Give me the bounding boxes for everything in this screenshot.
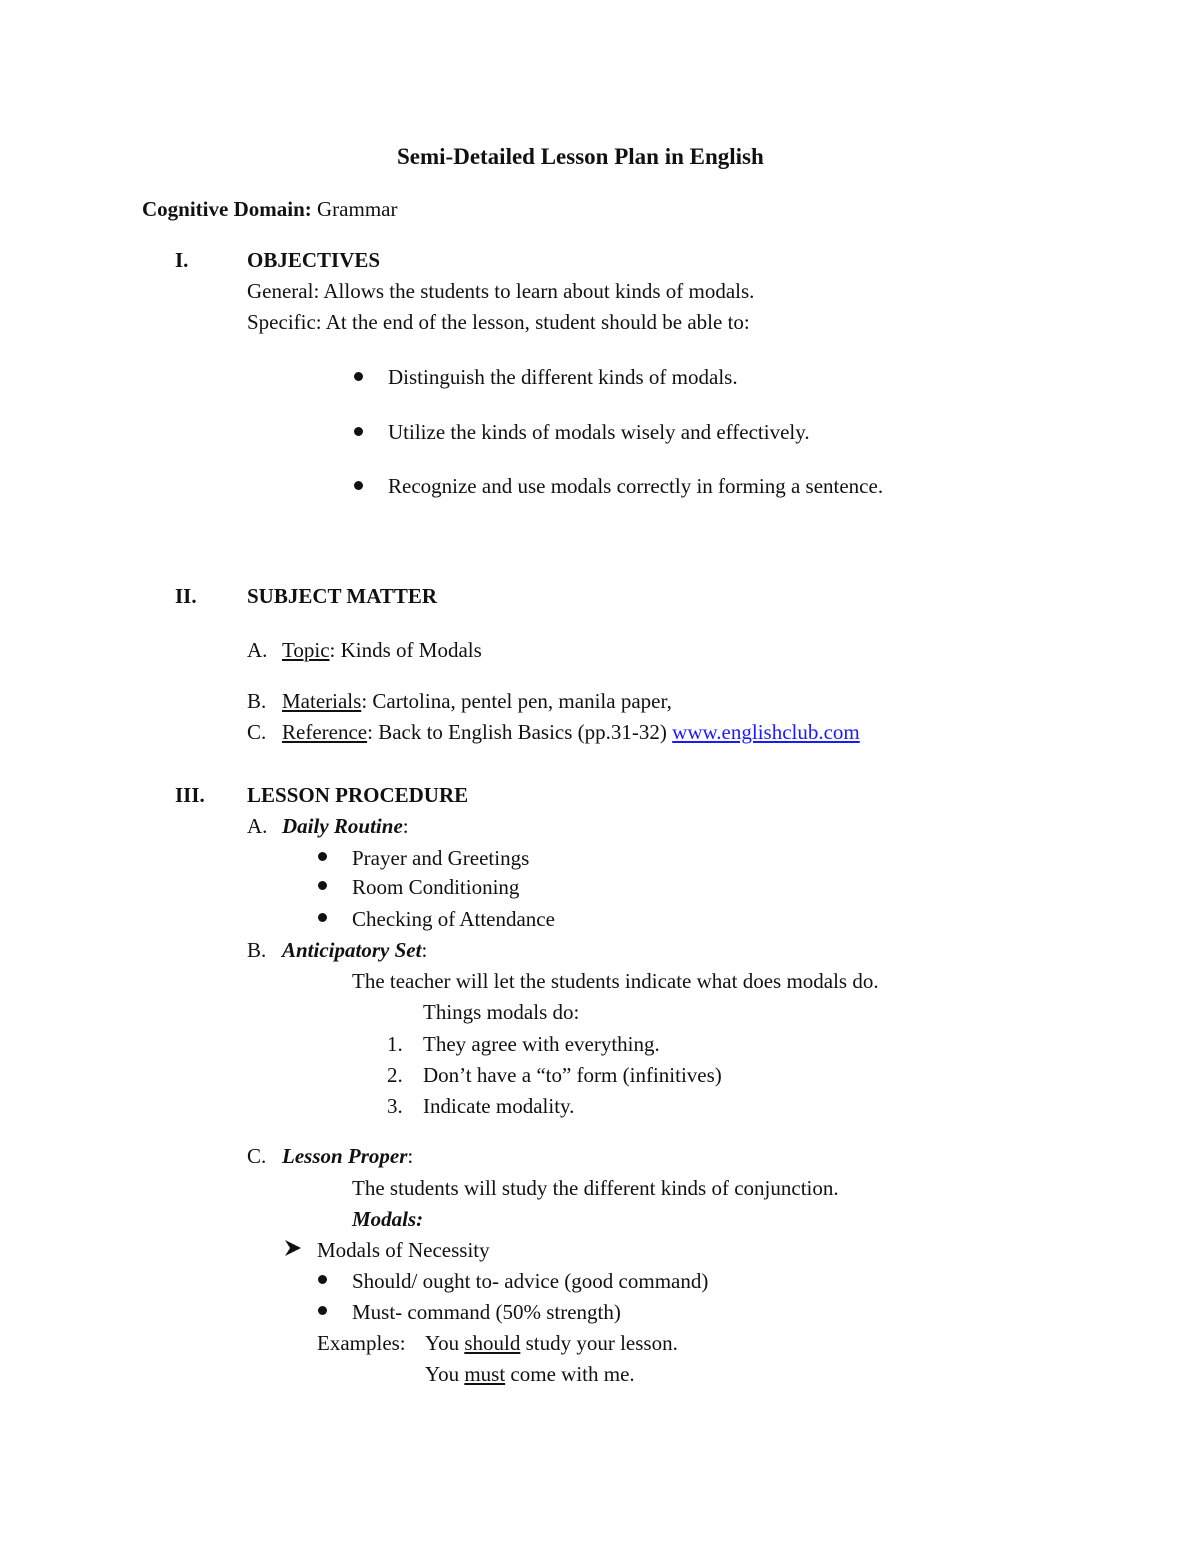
list-number: 3. — [387, 1094, 403, 1118]
example-text: come with me. — [505, 1362, 635, 1386]
anticipatory-text: The teacher will let the students indicate what does modals do. — [352, 969, 879, 993]
reference-letter: C. — [247, 720, 267, 744]
daily-routine-line — [282, 813, 409, 839]
objective-item: Distinguish the different kinds of modals. — [388, 365, 738, 389]
reference-label: Reference — [282, 720, 368, 744]
cognitive-domain-line — [142, 196, 397, 222]
objectives-heading: OBJECTIVES — [247, 248, 381, 272]
daily-routine-letter: A. — [247, 814, 268, 838]
topic-label: Topic — [282, 638, 330, 662]
lesson-procedure-heading: LESSON PROCEDURE — [247, 783, 469, 807]
anticipatory-line — [282, 937, 427, 963]
page-title: Semi-Detailed Lesson Plan in English — [397, 144, 764, 169]
bullet-icon — [318, 1275, 327, 1284]
example-text: You — [425, 1362, 465, 1386]
materials-label: Materials — [282, 689, 362, 713]
objective-item: Recognize and use modals correctly in forming a sentence. — [388, 474, 884, 498]
topic-letter: A. — [247, 638, 268, 662]
necessity-item: Should/ ought to- advice (good command) — [352, 1269, 709, 1293]
examples-label: Examples: — [317, 1331, 406, 1355]
example-modal: must — [464, 1362, 506, 1386]
materials-line — [282, 688, 672, 714]
daily-routine-item: Checking of Attendance — [352, 907, 555, 931]
anticipatory-label: Anticipatory Set — [282, 938, 422, 962]
example-sentence — [425, 1361, 635, 1387]
bullet-icon — [318, 852, 327, 861]
daily-routine-label: Daily Routine — [282, 814, 403, 838]
bullet-icon — [318, 1306, 327, 1315]
subject-matter-heading: SUBJECT MATTER — [247, 584, 438, 608]
lesson-proper-line — [282, 1143, 413, 1169]
topic-line — [282, 637, 482, 663]
arrow-bullet-icon — [284, 1239, 302, 1257]
example-text: You — [425, 1331, 465, 1355]
bullet-icon — [318, 913, 327, 922]
bullet-icon — [318, 881, 327, 890]
list-item: They agree with everything. — [423, 1032, 660, 1056]
section-numeral-ii: II. — [175, 584, 197, 608]
reference-value: : Back to English Basics (pp.31-32) — [367, 720, 667, 744]
daily-routine-colon: : — [402, 814, 409, 838]
list-item: Don’t have a “to” form (infinitives) — [423, 1063, 722, 1087]
topic-value: : Kinds of Modals — [329, 638, 482, 662]
reference-link[interactable]: www.englishclub.com — [672, 720, 860, 744]
cognitive-domain-label: Cognitive Domain: — [142, 197, 312, 221]
lesson-proper-text: The students will study the different kinds of conjunction. — [352, 1176, 839, 1200]
materials-value: : Cartolina, pentel pen, manila paper, — [361, 689, 672, 713]
cognitive-domain-value: Grammar — [317, 197, 398, 221]
daily-routine-item: Prayer and Greetings — [352, 846, 530, 870]
anticipatory-letter: B. — [247, 938, 267, 962]
anticipatory-subhead: Things modals do: — [423, 1000, 580, 1024]
list-number: 2. — [387, 1063, 403, 1087]
objective-item: Utilize the kinds of modals wisely and effectively. — [388, 420, 810, 444]
lesson-proper-letter: C. — [247, 1144, 267, 1168]
anticipatory-colon: : — [421, 938, 428, 962]
necessity-item: Must- command (50% strength) — [352, 1300, 621, 1324]
bullet-icon — [354, 481, 363, 490]
section-numeral-i: I. — [175, 248, 189, 272]
list-number: 1. — [387, 1032, 403, 1056]
lesson-proper-label: Lesson Proper — [282, 1144, 408, 1168]
bullet-icon — [354, 427, 363, 436]
bullet-icon — [354, 372, 363, 381]
reference-line — [282, 719, 860, 745]
example-text: study your lesson. — [520, 1331, 678, 1355]
list-item: Indicate modality. — [423, 1094, 575, 1118]
objectives-general: General: Allows the students to learn about kinds of modals. — [247, 279, 755, 303]
section-numeral-iii: III. — [175, 783, 205, 807]
materials-letter: B. — [247, 689, 267, 713]
necessity-title: Modals of Necessity — [317, 1238, 490, 1262]
example-modal: should — [464, 1331, 521, 1355]
objectives-specific: Specific: At the end of the lesson, student should be able to: — [247, 310, 750, 334]
example-sentence — [425, 1330, 678, 1356]
daily-routine-item: Room Conditioning — [352, 875, 520, 899]
modals-label: Modals: — [352, 1207, 424, 1231]
lesson-proper-colon: : — [407, 1144, 414, 1168]
